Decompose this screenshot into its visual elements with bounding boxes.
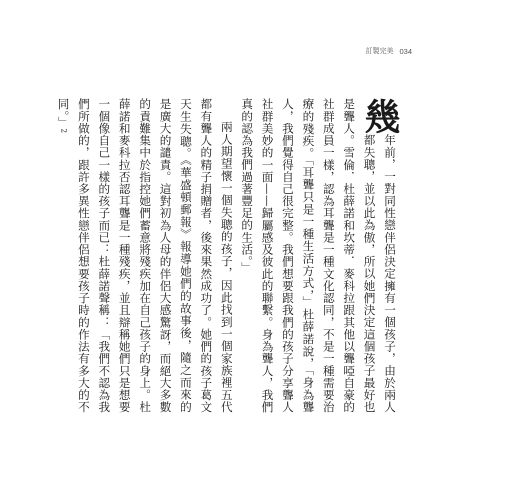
running-header	[365, 46, 412, 56]
paragraph-2	[53, 98, 237, 413]
page-number: 034	[399, 46, 412, 56]
paragraph-1	[237, 98, 400, 413]
paragraph-1-text: 年前，一對同性戀伴侶決定擁有一個孩子，由於兩人都失聰，並以此為傲，所以她們決定這個孩子最好也是聾人。雪倫．杜薛諾和坎蒂．麥科拉跟其他以聾啞自豪的社群成員一樣，認為耳聾是一種文化認同，不是一種需要治療的殘疾。「耳聾只是一種生活方式，」杜薛諾說，「身為聾人，我們覺得自己很完整。我們想要跟我們的孩子分享聾人社群美妙的一面——歸屬感及彼此的聯繫。身為聾人，我們真的認為我們過著豐足的生活。」	[240, 98, 397, 413]
drop-cap: 幾	[359, 98, 401, 134]
body-text	[56, 98, 401, 413]
paragraph-2-text: 兩人期望懷一個失聰的孩子，因此找到一個家族裡五代都有聾人的精子捐贈者，後來果然成功了。她們的孩子葛文天生失聰。《華盛頓郵報》報導她們的故事後，隨之而來的是廣大的譴責。這對初為人母的伴侶大感驚訝，而絕大多數的責難集中於指控她們蓄意將殘疾加在自己孩子的身上。杜薛諾和麥科拉否認耳聾是一種殘疾，並且辯稱她們只是想要一個像自己一樣的孩子而已：杜薛諾聲稱：「我們不認為我們所做的，跟許多異性戀伴侶想要孩子時的作法有多大的不同。」	[56, 98, 234, 413]
running-header-title: 訂製完美	[365, 47, 394, 55]
footnote-marker: 2	[59, 128, 68, 134]
